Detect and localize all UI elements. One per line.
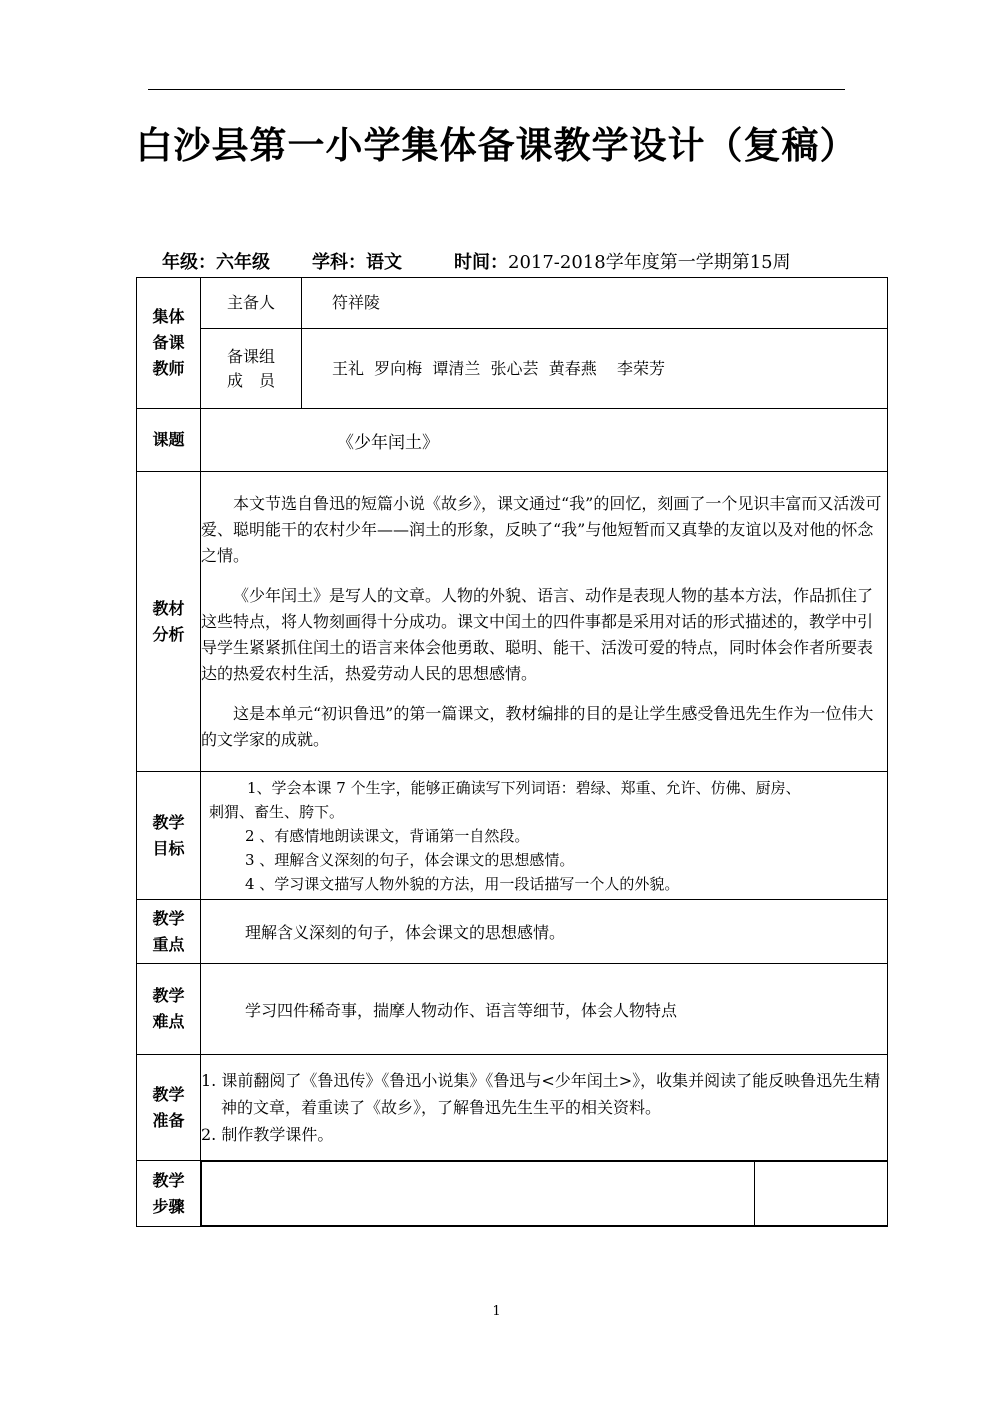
objective-item: 2 、有感情地朗读课文，背诵第一自然段。 [245, 826, 530, 845]
time-label: 时间： [454, 252, 508, 273]
table-row [137, 329, 888, 409]
objective-item: 刺猬、畜生、胯下。 [209, 802, 345, 821]
teachers-header: 集体 备课 教师 [137, 278, 201, 409]
key-points-header: 教学 重点 [137, 900, 201, 964]
analysis-paragraph: 《少年闰土》是写人的文章。人物的外貌、语言、动作是表现人物的基本方法，作品抓住了这些特点，将人物刻画得十分成功。课文中闰土的四件事都是采用对话的形式描述的，教学中引导学生紧紧抓住闰土的语言来体会他勇敢、聪明、能干、活泼可爱的特点，同时体会作者所要表达的热爱农村生活，热爱劳动人民的思想感情。 [201, 585, 874, 683]
preparation-item: 2. 制作教学课件。 [201, 1125, 334, 1144]
header-rule [148, 89, 845, 90]
table-row [137, 1161, 888, 1227]
difficulties-value: 学习四件稀奇事，揣摩人物动作、语言等细节，体会人物特点 [201, 964, 888, 1055]
subject-label: 学科： [312, 252, 366, 273]
table-row [137, 278, 888, 329]
time-value: 2017-2018学年度第一学期第15周 [508, 252, 791, 273]
members-label: 备课组 成 员 [201, 329, 302, 409]
steps-cell [202, 1162, 755, 1226]
page-number: 1 [492, 1304, 501, 1319]
grade-label: 年级： [162, 252, 216, 273]
table-row [137, 1055, 888, 1161]
table-row [137, 409, 888, 472]
difficulties-header: 教学 难点 [137, 964, 201, 1055]
steps-header: 教学 步骤 [137, 1161, 201, 1227]
preparation-item: 1. 课前翻阅了《鲁迅传》《鲁迅小说集》《鲁迅与<少年闰土>》，收集并阅读了能反映鲁迅先生精神的文章，着重读了《故乡》，了解鲁迅先生生平的相关资料。 [201, 1071, 881, 1117]
table-row [137, 900, 888, 964]
objective-item: 4 、学习课文描写人物外貌的方法，用一段话描写一个人的外貌。 [245, 874, 680, 893]
analysis-content [201, 472, 888, 772]
objective-item: 3 、理解含义深刻的句子，体会课文的思想感情。 [245, 850, 575, 869]
lead-teacher-label: 主备人 [201, 278, 302, 329]
analysis-paragraph: 本文节选自鲁迅的短篇小说《故乡》，课文通过“我”的回忆，刻画了一个见识丰富而又活泼可爱、聪明能干的农村少年——润土的形象，反映了“我”与他短暂而又真挚的友谊以及对他的怀念之情。 [201, 493, 882, 565]
topic-value: 《少年闰土》 [201, 409, 888, 472]
meta-line [162, 251, 791, 275]
lead-teacher-value: 符祥陵 [302, 278, 888, 329]
steps-content [201, 1161, 888, 1227]
steps-side-cell [755, 1162, 888, 1226]
analysis-header: 教材 分析 [137, 472, 201, 772]
preparation-content [201, 1055, 888, 1161]
analysis-paragraph: 这是本单元“初识鲁迅”的第一篇课文，教材编排的目的是让学生感受鲁迅先生作为一位伟大的文学家的成就。 [201, 703, 874, 749]
table-row [137, 772, 888, 900]
key-points-value: 理解含义深刻的句子，体会课文的思想感情。 [201, 900, 888, 964]
table-row [137, 964, 888, 1055]
steps-inner-table [201, 1161, 887, 1226]
lesson-plan-table [136, 277, 888, 1227]
subject-value: 语文 [366, 252, 402, 273]
table-row [137, 472, 888, 772]
members-value: 王礼 罗向梅 谭清兰 张心芸 黄春燕 李荣芳 [302, 329, 888, 409]
topic-header: 课题 [137, 409, 201, 472]
preparation-header: 教学 准备 [137, 1055, 201, 1161]
document-title: 白沙县第一小学集体备课教学设计（复稿） [135, 124, 858, 167]
objectives-header: 教学 目标 [137, 772, 201, 900]
grade-value: 六年级 [216, 252, 270, 273]
objectives-content [201, 772, 888, 900]
objective-item: 1、学会本课 7 个生字，能够正确读写下列词语：碧绿、郑重、允许、仿佛、厨房、 [247, 778, 801, 797]
